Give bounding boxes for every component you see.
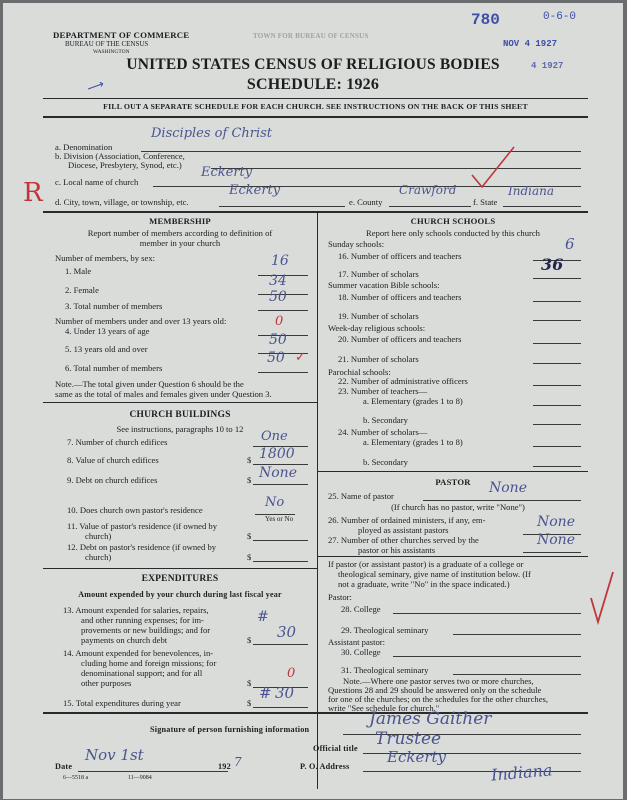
- red-check-icon: ✓: [295, 349, 306, 364]
- red-check-mark-icon: [468, 143, 518, 193]
- q11-label: 11. Value of pastor's residence (if owned by: [67, 521, 217, 531]
- q26-value: None: [537, 514, 575, 530]
- q16-value: 6: [565, 235, 575, 253]
- members-by-sex: Number of members, by sex:: [55, 253, 155, 263]
- form-code: 6—5518 a: [63, 775, 89, 781]
- schools-subheading: Report here only schools conducted by this church: [366, 228, 540, 238]
- weekday-schools: Week-day religious schools:: [328, 323, 426, 333]
- q3-label: 3. Total number of members: [65, 301, 163, 311]
- q13-line-3: provements or new buildings; and for: [81, 625, 211, 635]
- denomination-label: a. Denomination: [55, 142, 113, 152]
- po-address-label: P. O. Address: [300, 762, 350, 771]
- hash-mark-icon: #: [257, 609, 269, 625]
- membership-intro-2: member in your church: [139, 238, 221, 248]
- q4-label: 4. Under 13 years of age: [65, 326, 150, 336]
- department-name: DEPARTMENT OF COMMERCE: [53, 30, 190, 40]
- q15-dollar: $: [247, 698, 252, 708]
- membership-note-2: same as the total of males and females given under Question 3.: [55, 389, 272, 399]
- membership-note: Note.—The total given under Question 6 should be the: [55, 379, 244, 389]
- q16-label: 16. Number of officers and teachers: [338, 251, 462, 261]
- state-value: Indiana: [508, 184, 555, 198]
- q27-value: None: [537, 532, 575, 548]
- q29-label: 29. Theological seminary: [341, 625, 429, 635]
- local-name-value: Eckerty: [201, 165, 253, 180]
- pastor-note-3: for one of the churches; on the schedules for the other churches,: [328, 694, 549, 704]
- q14-line-2: cluding home and foreign missions; for: [81, 658, 217, 668]
- q3-value: 50: [269, 289, 287, 305]
- q24-label: 24. Number of scholars—: [338, 427, 428, 437]
- q14-line-4: other purposes: [81, 678, 132, 688]
- pencil-mark-icon: ⟶: [84, 76, 106, 96]
- age-intro: Number of members under and over 13 years old:: [55, 316, 227, 326]
- q17-value: 36: [541, 255, 564, 274]
- q28-label: 28. College: [341, 604, 381, 614]
- q12-dollar: $: [247, 552, 252, 562]
- date-label: Date: [55, 762, 73, 771]
- schedule-title: SCHEDULE: 1926: [246, 76, 380, 93]
- q12-label-2: church): [85, 552, 112, 562]
- q8-label: 8. Value of church edifices: [67, 455, 159, 465]
- official-title-value: Trustee: [375, 729, 442, 749]
- q20-label: 20. Number of officers and teachers: [338, 334, 462, 344]
- q2-value: 34: [269, 273, 287, 289]
- form-code-2: 11—9084: [128, 775, 152, 781]
- q10-label: 10. Does church own pastor's residence: [67, 505, 203, 515]
- q30-label: 30. College: [341, 647, 381, 657]
- margin-mark: R: [23, 178, 43, 208]
- division-label-2: Diocese, Presbytery, Synod, etc.): [68, 160, 182, 170]
- date-value: Nov 1st: [85, 746, 144, 764]
- buildings-subheading: See instructions, paragraphs 10 to 12: [116, 424, 244, 434]
- stamp-date-top: NOV 4 1927: [503, 39, 558, 49]
- q13-value: 30: [277, 623, 297, 641]
- q27-label: 27. Number of other churches served by the: [328, 535, 479, 545]
- q14-value: 0: [287, 666, 296, 681]
- q1-label: 1. Male: [65, 266, 92, 276]
- q5-label: 5. 13 years old and over: [65, 344, 148, 354]
- stamp-number: 780: [471, 11, 500, 29]
- division-label: b. Division (Association, Conference,: [55, 151, 185, 161]
- q24a-label: a. Elementary (grades 1 to 8): [363, 437, 463, 447]
- q23a-label: a. Elementary (grades 1 to 8): [363, 396, 463, 406]
- bureau-name: BUREAU OF THE CENSUS: [65, 40, 149, 48]
- parochial-schools: Parochial schools:: [328, 367, 391, 377]
- assistant-sub-label: Assistant pastor:: [328, 637, 386, 647]
- q18-label: 18. Number of officers and teachers: [338, 292, 462, 302]
- q8-value: 1800: [259, 446, 295, 462]
- red-check-mark-right-icon: [588, 568, 616, 628]
- q25-note: (If church has no pastor, write "None"): [391, 502, 525, 512]
- official-title-label: Official title: [313, 744, 358, 753]
- stamp-code: 0-6-0: [543, 11, 577, 23]
- expenditures-subheading: Amount expended by your church during last fiscal year: [78, 590, 282, 599]
- q25-label: 25. Name of pastor: [328, 491, 394, 501]
- q9-value: None: [259, 465, 297, 481]
- q14-line-1: 14. Amount expended for benevolences, in-: [63, 648, 214, 658]
- stamp-date-bottom: 4 1927: [531, 61, 564, 71]
- q1-value: 16: [271, 253, 289, 269]
- q4-value: 0: [275, 314, 284, 329]
- q14-dollar: $: [247, 678, 252, 688]
- q6-value: 50: [267, 350, 285, 366]
- q14-line-3: denominational support; and for all: [81, 668, 203, 678]
- q6-label: 6. Total number of members: [65, 363, 163, 373]
- pastor-heading: PASTOR: [435, 477, 471, 487]
- q11-dollar: $: [247, 531, 252, 541]
- q11-label-2: church): [85, 531, 112, 541]
- q8-dollar: $: [247, 455, 252, 465]
- local-name-label: c. Local name of church: [55, 177, 139, 187]
- q31-label: 31. Theological seminary: [341, 665, 429, 675]
- pastor-intro-2: theological seminary, give name of institution below. (If: [338, 569, 531, 579]
- date-year-digit: 7: [234, 755, 242, 769]
- q10-value: No: [265, 495, 285, 510]
- sunday-schools: Sunday schools:: [328, 239, 385, 249]
- q2-label: 2. Female: [65, 285, 99, 295]
- pastor-sub-label: Pastor:: [328, 592, 352, 602]
- signature-label: Signature of person furnishing information: [150, 725, 310, 734]
- city-label: d. City, town, village, or township, etc.: [55, 197, 189, 207]
- q19-label: 19. Number of scholars: [338, 311, 419, 321]
- q27-label-2: pastor or his assistants: [358, 545, 436, 555]
- q13-line-4: payments on church debt: [81, 635, 168, 645]
- q23-label: 23. Number of teachers—: [338, 386, 428, 396]
- census-schedule: [3, 3, 623, 799]
- q5-value: 50: [269, 332, 287, 348]
- faded-form-text: TOWN FOR BUREAU OF CENSUS: [253, 32, 369, 40]
- buildings-heading: CHURCH BUILDINGS: [129, 410, 231, 420]
- q24b-label: b. Secondary: [363, 457, 408, 467]
- bureau-city: WASHINGTON: [93, 49, 130, 55]
- yes-no-hint: Yes or No: [265, 515, 294, 523]
- q15-value: 30: [275, 684, 295, 702]
- pastor-note-4: write "See schedule for church.": [328, 703, 440, 713]
- pastor-note-2: Questions 28 and 29 should be answered only on the schedule: [328, 685, 542, 695]
- po-address-value-2: Indiana: [490, 760, 554, 785]
- pastor-intro-3: not a graduate, write "No" in the space indicated.): [338, 579, 510, 589]
- q13-dollar: $: [247, 635, 252, 645]
- denomination-value: Disciples of Christ: [151, 126, 273, 141]
- signature-value: James Gaither: [369, 709, 492, 729]
- city-value: Eckerty: [229, 183, 281, 198]
- form-title: UNITED STATES CENSUS OF RELIGIOUS BODIES: [126, 56, 500, 73]
- q17-label: 17. Number of scholars: [338, 269, 419, 279]
- county-value: Crawford: [399, 183, 457, 197]
- q23b-label: b. Secondary: [363, 415, 408, 425]
- q15-label: 15. Total expenditures during year: [63, 698, 181, 708]
- q7-value: One: [261, 429, 288, 444]
- membership-heading: MEMBERSHIP: [149, 216, 211, 226]
- q25-value: None: [489, 480, 527, 496]
- county-label: e. County: [349, 197, 383, 207]
- q9-dollar: $: [247, 475, 252, 485]
- instruction-line: FILL OUT A SEPARATE SCHEDULE FOR EACH CHURCH. SEE INSTRUCTIONS ON THE BACK OF THIS SHEET: [103, 102, 528, 111]
- schools-heading: CHURCH SCHOOLS: [410, 216, 496, 226]
- po-address-value: Eckerty: [387, 748, 446, 766]
- q15-prefix-icon: #: [259, 684, 272, 702]
- membership-intro: Report number of members according to definition of: [87, 228, 273, 238]
- pastor-note-1: Note.—Where one pastor serves two or more churches,: [343, 676, 534, 686]
- q9-label: 9. Debt on church edifices: [67, 475, 158, 485]
- date-year: 192: [218, 762, 231, 771]
- q26-label-2: ployed as assistant pastors: [358, 525, 449, 535]
- q26-label: 26. Number of ordained ministers, if any, em-: [328, 515, 486, 525]
- state-label: f. State: [473, 197, 498, 207]
- summer-schools: Summer vacation Bible schools:: [328, 280, 440, 290]
- q21-label: 21. Number of scholars: [338, 354, 419, 364]
- pastor-intro-1: If pastor (or assistant pastor) is a graduate of a college or: [328, 559, 524, 569]
- q7-label: 7. Number of church edifices: [67, 437, 168, 447]
- q12-label: 12. Debt on pastor's residence (if owned by: [67, 542, 217, 552]
- q13-line-2: and other running expenses; for im-: [81, 615, 204, 625]
- q13-line-1: 13. Amount expended for salaries, repairs,: [63, 605, 209, 615]
- q22-label: 22. Number of administrative officers: [338, 376, 468, 386]
- expenditures-heading: EXPENDITURES: [141, 574, 219, 584]
